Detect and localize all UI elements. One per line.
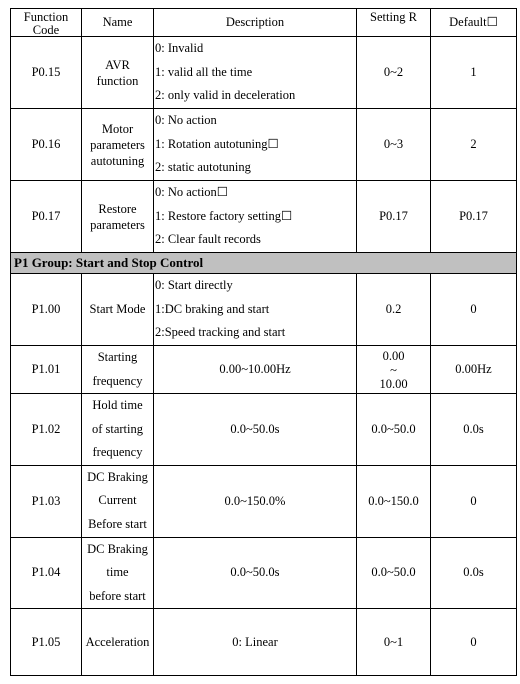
parameter-table (10, 8, 517, 676)
param-name: Restore parameters (82, 181, 154, 253)
table-row (11, 394, 517, 466)
param-default: 1 (431, 37, 517, 109)
param-setting-range: 0~3 (357, 109, 431, 181)
param-default: 2 (431, 109, 517, 181)
param-code: P1.03 (11, 465, 82, 537)
param-setting-range: 0.0~150.0 (357, 465, 431, 537)
param-setting-range: 0~2 (357, 37, 431, 109)
param-description: 0: No action 1: Rotation autotuning☐ 2: static autotuning (154, 109, 357, 181)
param-default: 0 (431, 609, 517, 676)
param-name: Start Mode (82, 274, 154, 346)
table-row (11, 109, 517, 181)
header-name: Name (82, 9, 154, 37)
param-description: 0.0~150.0% (154, 465, 357, 537)
table-row (11, 609, 517, 676)
table-row (11, 537, 517, 609)
param-name: Motor parameters autotuning (82, 109, 154, 181)
header-description: Description (154, 9, 357, 37)
param-name: DC Braking time before start (82, 537, 154, 609)
param-setting-range: 0.00 ~ 10.00 (357, 346, 431, 394)
param-setting-range: 0.0~50.0 (357, 537, 431, 609)
header-setting-range: Setting R (357, 9, 431, 37)
param-code: P1.00 (11, 274, 82, 346)
header-function-code: Function Code (11, 9, 82, 37)
table-row (11, 274, 517, 346)
param-description: 0: Linear (154, 609, 357, 676)
param-setting-range: 0~1 (357, 609, 431, 676)
param-setting-range: P0.17 (357, 181, 431, 253)
group-title: P1 Group: Start and Stop Control (11, 253, 517, 274)
param-name: Hold time of starting frequency (82, 394, 154, 466)
param-description: 0.0~50.0s (154, 394, 357, 466)
header-row (11, 9, 517, 37)
param-description: 0: Start directly 1:DC braking and start 2:Speed tracking and start (154, 274, 357, 346)
param-code: P0.16 (11, 109, 82, 181)
param-description: 0.00~10.00Hz (154, 346, 357, 394)
param-description: 0: No action☐ 1: Restore factory setting☐ 2: Clear fault records (154, 181, 357, 253)
param-code: P1.04 (11, 537, 82, 609)
param-default: P0.17 (431, 181, 517, 253)
param-name: DC Braking Current Before start (82, 465, 154, 537)
table-row (11, 181, 517, 253)
param-default: 0 (431, 465, 517, 537)
table-row (11, 465, 517, 537)
param-code: P0.17 (11, 181, 82, 253)
header-default: Default☐ (431, 9, 517, 37)
param-default: 0.0s (431, 537, 517, 609)
param-code: P1.02 (11, 394, 82, 466)
param-name: Acceleration (82, 609, 154, 676)
param-description: 0.0~50.0s (154, 537, 357, 609)
param-default: 0.00Hz (431, 346, 517, 394)
param-description: 0: Invalid 1: valid all the time 2: only valid in deceleration (154, 37, 357, 109)
table-row (11, 37, 517, 109)
param-name: Starting frequency (82, 346, 154, 394)
param-code: P0.15 (11, 37, 82, 109)
table-row (11, 346, 517, 394)
param-code: P1.05 (11, 609, 82, 676)
param-setting-range: 0.0~50.0 (357, 394, 431, 466)
group-header-row (11, 253, 517, 274)
param-default: 0.0s (431, 394, 517, 466)
param-name: AVR function (82, 37, 154, 109)
param-setting-range: 0.2 (357, 274, 431, 346)
param-code: P1.01 (11, 346, 82, 394)
param-default: 0 (431, 274, 517, 346)
